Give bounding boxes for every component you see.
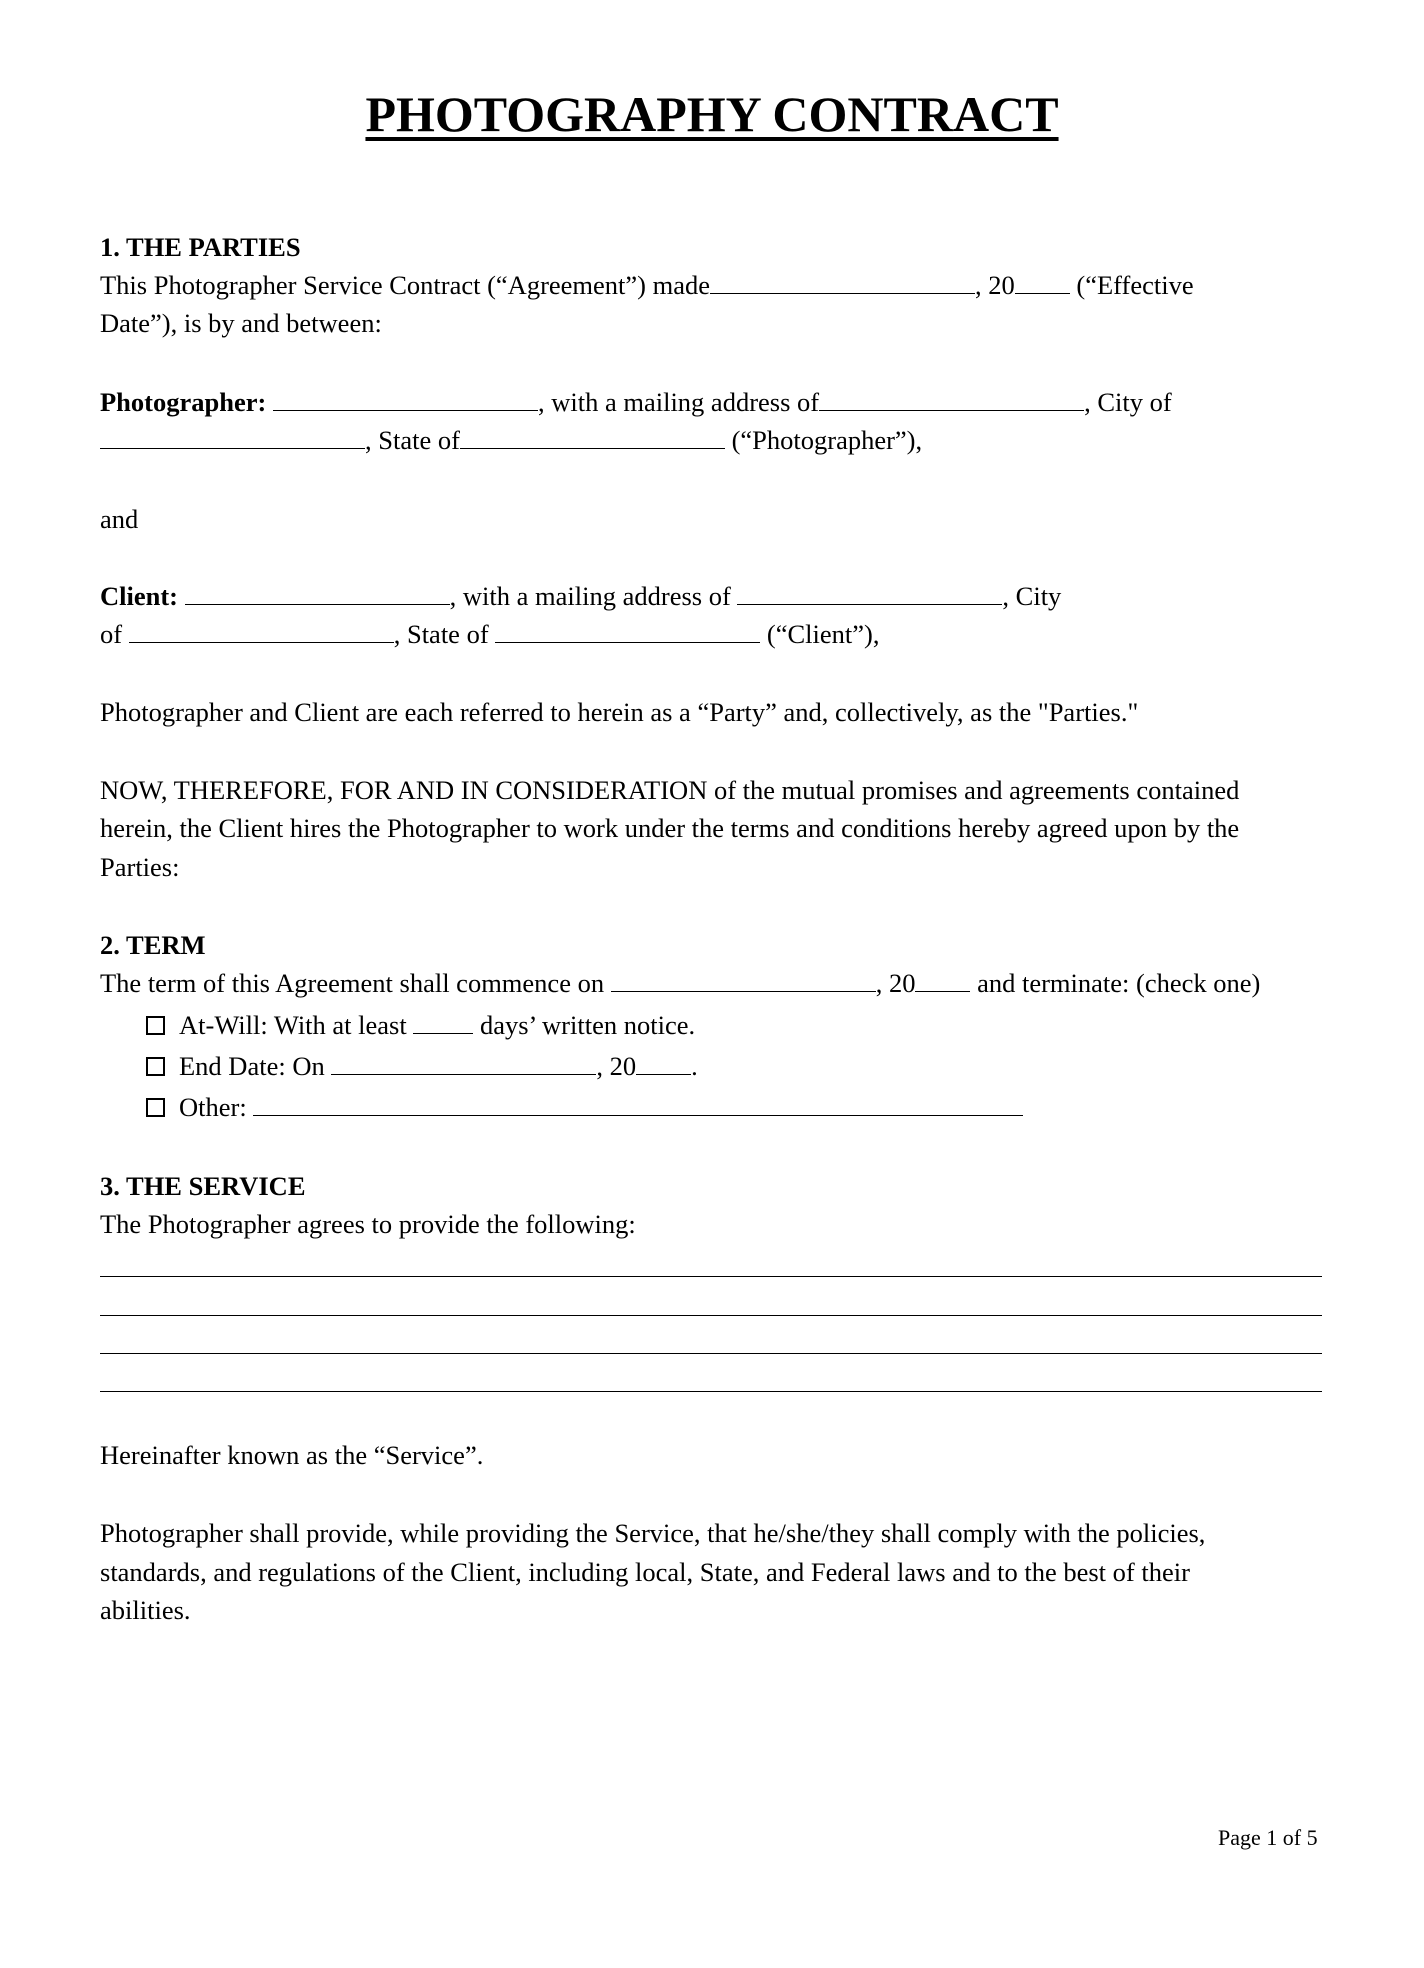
agreement-intro-line-2: Date”), is by and between: <box>100 308 382 338</box>
at-will-label: At-Will: With at least <box>179 1010 414 1040</box>
option-other <box>146 1090 1023 1124</box>
client-city-text: , City <box>1002 581 1062 611</box>
end-date-field[interactable] <box>331 1050 596 1075</box>
service-blank-line-2[interactable] <box>100 1315 1322 1316</box>
client-city-field[interactable] <box>129 618 394 643</box>
intro-text: This Photographer Service Contract (“Agreement”) made <box>100 270 711 300</box>
end-date-label: End Date: On <box>179 1051 332 1081</box>
photographer-city-text: , City of <box>1084 387 1172 417</box>
term-text: The term of this Agreement shall commence on <box>100 968 611 998</box>
parties-statement: Photographer and Client are each referred to herein as a “Party” and, collectively, as the "Parties." <box>100 697 1139 727</box>
and-text: and <box>100 504 139 534</box>
service-blank-line-1[interactable] <box>100 1276 1322 1277</box>
effective-year-field[interactable] <box>1015 269 1070 294</box>
compliance-line-1: Photographer shall provide, while providing the Service, that he/she/they shall comply with the policies, <box>100 1518 1206 1548</box>
other-checkbox[interactable] <box>146 1098 165 1117</box>
document-title-text: PHOTOGRAPHY CONTRACT <box>365 86 1059 142</box>
term-line <box>100 966 1260 1000</box>
photographer-role-text: (“Photographer”), <box>724 425 923 455</box>
service-blank-line-4[interactable] <box>100 1391 1322 1392</box>
end-date-period: . <box>691 1051 698 1081</box>
client-role-text: (“Client”), <box>760 619 880 649</box>
service-blank-line-3[interactable] <box>100 1353 1322 1354</box>
term-start-year-field[interactable] <box>915 967 970 992</box>
option-at-will <box>146 1008 695 1042</box>
compliance-line-3: abilities. <box>100 1595 191 1625</box>
end-year-field[interactable] <box>636 1050 691 1075</box>
consideration-line-3: Parties: <box>100 852 180 882</box>
at-will-label-end: days’ written notice. <box>473 1010 696 1040</box>
notice-days-field[interactable] <box>413 1009 473 1034</box>
term-start-date-field[interactable] <box>611 967 876 992</box>
document-title <box>0 84 1424 144</box>
photographer-state-text: , State of <box>365 425 460 455</box>
end-date-year-text: , 20 <box>596 1051 637 1081</box>
consideration-line-1: NOW, THEREFORE, FOR AND IN CONSIDERATION of the mutual promises and agreements contained <box>100 775 1240 805</box>
section-heading-term: 2. TERM <box>100 930 206 960</box>
client-line-2 <box>100 617 879 651</box>
compliance-line-2: standards, and regulations of the Client, including local, State, and Federal laws and to the best of their <box>100 1557 1190 1587</box>
photographer-state-field[interactable] <box>460 424 725 449</box>
agreement-intro-line <box>100 268 1194 302</box>
photographer-text: , with a mailing address of <box>537 387 820 417</box>
effective-date-field[interactable] <box>710 269 975 294</box>
option-end-date <box>146 1049 698 1083</box>
section-heading-service: 3. THE SERVICE <box>100 1171 306 1201</box>
photographer-city-field[interactable] <box>100 424 365 449</box>
client-of-text: of <box>100 619 129 649</box>
section-heading-parties: 1. THE PARTIES <box>100 232 301 262</box>
photographer-name-field[interactable] <box>273 386 538 411</box>
intro-text-effective: (“Effective <box>1069 270 1194 300</box>
client-state-field[interactable] <box>495 618 760 643</box>
photographer-label: Photographer: <box>100 387 267 417</box>
client-state-text: , State of <box>393 619 496 649</box>
service-intro: The Photographer agrees to provide the following: <box>100 1209 636 1239</box>
term-terminate-text: and terminate: (check one) <box>970 968 1261 998</box>
client-name-field[interactable] <box>185 580 450 605</box>
service-hereinafter: Hereinafter known as the “Service”. <box>100 1440 484 1470</box>
client-label: Client: <box>100 581 179 611</box>
photographer-line-1 <box>100 385 1172 419</box>
page-number: Page 1 of 5 <box>1218 1825 1318 1850</box>
client-address-field[interactable] <box>737 580 1002 605</box>
at-will-checkbox[interactable] <box>146 1016 165 1035</box>
photographer-line-2 <box>100 423 922 457</box>
other-label: Other: <box>179 1092 254 1122</box>
consideration-line-2: herein, the Client hires the Photographer to work under the terms and conditions hereby agreed upon by the <box>100 813 1240 843</box>
client-line-1 <box>100 579 1061 613</box>
term-year-text: , 20 <box>875 968 916 998</box>
end-date-checkbox[interactable] <box>146 1057 165 1076</box>
photographer-address-field[interactable] <box>819 386 1084 411</box>
intro-text-year: , 20 <box>975 270 1015 300</box>
other-field[interactable] <box>253 1091 1023 1116</box>
client-text: , with a mailing address of <box>449 581 738 611</box>
